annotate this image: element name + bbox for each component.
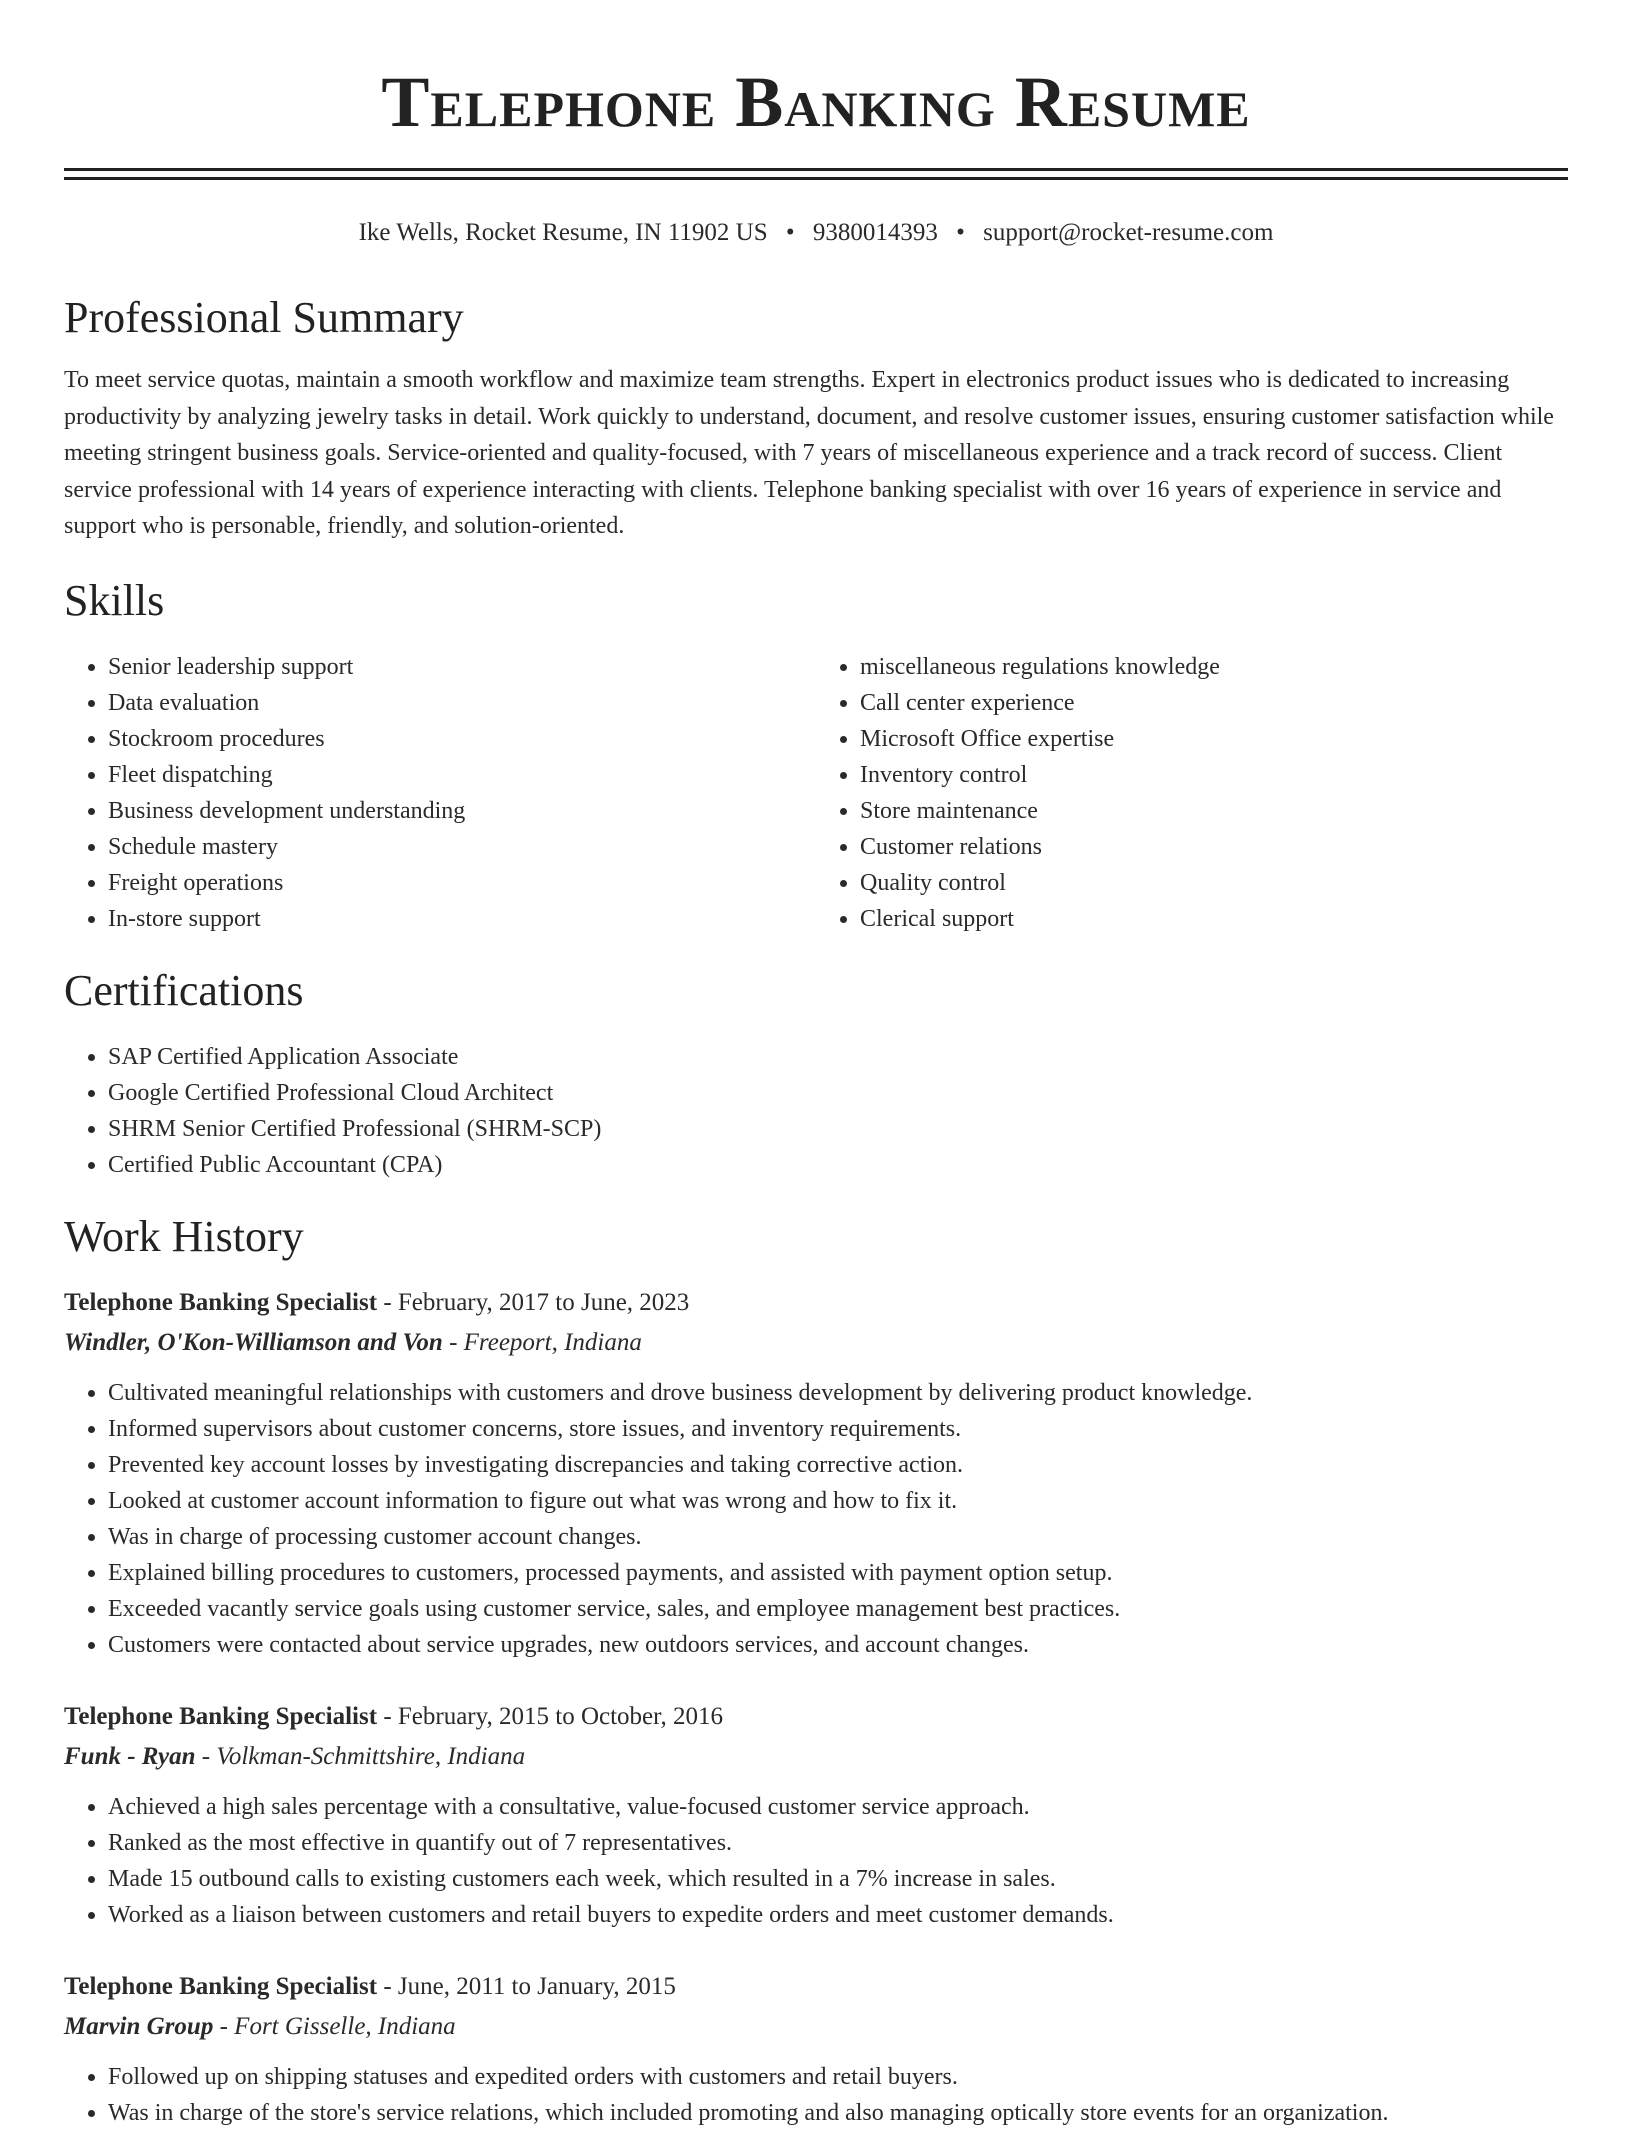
job-location: Freeport, Indiana — [463, 1328, 642, 1356]
certification-item: • Certified Public Accountant (CPA) — [108, 1147, 1568, 1183]
certification-item: • SHRM Senior Certified Professional (SHRM-SCP) — [108, 1111, 1568, 1147]
job-entry — [64, 1283, 1568, 1663]
job-bullet: • Ranked as the most effective in quantify out of 7 representatives. — [108, 1825, 1568, 1861]
skill-item: • Store maintenance — [860, 793, 1568, 829]
skill-item: • Clerical support — [860, 901, 1568, 937]
job-dash: - — [377, 1972, 398, 2000]
job-entry — [64, 1697, 1568, 1933]
skills-heading: Skills — [64, 575, 165, 625]
contact-separator: • — [956, 219, 965, 246]
skill-item: • Business development understanding — [108, 793, 816, 829]
skills-list-left — [64, 649, 816, 937]
job-company: Marvin Group — [64, 2012, 214, 2040]
job-bullet: • Was in charge of the store's service relations, which included promoting and also managing optically store events for an organization. — [108, 2095, 1568, 2131]
job-dash: - — [377, 1288, 398, 1316]
job-entry — [64, 1967, 1568, 2131]
job-dash: - — [377, 1702, 398, 1730]
job-dates: February, 2017 to June, 2023 — [397, 1288, 690, 1316]
job-bullet: • Cultivated meaningful relationships with customers and drove business development by delivering product knowledge. — [108, 1375, 1568, 1411]
job-dates: February, 2015 to October, 2016 — [397, 1702, 723, 1730]
job-dash: - — [213, 2012, 235, 2040]
job-company: Funk - Ryan — [64, 1742, 196, 1770]
skill-item: • miscellaneous regulations knowledge — [860, 649, 1568, 685]
title-divider-bottom — [64, 177, 1568, 180]
contact-email: support@rocket-resume.com — [983, 219, 1274, 246]
job-dash: - — [195, 1742, 217, 1770]
job-employer — [64, 2007, 1568, 2047]
job-bullet: • Achieved a high sales percentage with a consultative, value-focused customer service approach. — [108, 1789, 1568, 1825]
contact-separator: • — [785, 219, 795, 246]
skill-item: • Senior leadership support — [108, 649, 816, 685]
contact-line — [64, 216, 1568, 250]
job-company: Windler, O'Kon-Williamson and Von — [64, 1328, 443, 1356]
certifications-heading: Certifications — [64, 965, 304, 1015]
job-title: Telephone Banking Specialist — [64, 1702, 378, 1730]
job-bullets — [64, 2059, 1568, 2131]
skill-item: • Inventory control — [860, 757, 1568, 793]
skill-item: • Fleet dispatching — [108, 757, 816, 793]
contact-address: Ike Wells, Rocket Resume, IN 11902 US — [358, 219, 768, 246]
job-employer — [64, 1737, 1568, 1777]
job-bullets — [64, 1375, 1568, 1663]
job-bullet: • Was in charge of processing customer account changes. — [108, 1519, 1568, 1555]
title-divider-top — [64, 168, 1568, 171]
job-bullet: • Looked at customer account information to figure out what was wrong and how to fix it. — [108, 1483, 1568, 1519]
skill-item: • Microsoft Office expertise — [860, 721, 1568, 757]
skill-item: • Data evaluation — [108, 685, 816, 721]
job-bullet: • Informed supervisors about customer concerns, store issues, and inventory requirements. — [108, 1411, 1568, 1447]
skill-item: • Call center experience — [860, 685, 1568, 721]
skill-item: • Freight operations — [108, 865, 816, 901]
job-location: Fort Gisselle, Indiana — [234, 2012, 456, 2040]
skills-list-right — [816, 649, 1568, 937]
job-title: Telephone Banking Specialist — [64, 1972, 378, 2000]
job-dash: - — [442, 1328, 464, 1356]
job-bullet: • Worked as a liaison between customers and retail buyers to expedite orders and meet customer demands. — [108, 1897, 1568, 1933]
job-bullet: • Prevented key account losses by investigating discrepancies and taking corrective action. — [108, 1447, 1568, 1483]
skill-item: • In-store support — [108, 901, 816, 937]
job-header — [64, 1283, 1568, 1323]
job-bullet: • Followed up on shipping statuses and expedited orders with customers and retail buyers. — [108, 2059, 1568, 2095]
work-history-heading: Work History — [64, 1211, 304, 1261]
job-bullet: • Made 15 outbound calls to existing customers each week, which resulted in a 7% increase in sales. — [108, 1861, 1568, 1897]
job-bullet: • Customers were contacted about service upgrades, new outdoors services, and account changes. — [108, 1627, 1568, 1663]
job-location: Volkman-Schmittshire, Indiana — [216, 1742, 526, 1770]
skill-item: • Stockroom procedures — [108, 721, 816, 757]
job-employer — [64, 1323, 1568, 1363]
summary-heading: Professional Summary — [64, 293, 464, 342]
job-header — [64, 1967, 1568, 2007]
job-bullets — [64, 1789, 1568, 1933]
skill-item: • Customer relations — [860, 829, 1568, 865]
job-title: Telephone Banking Specialist — [64, 1288, 378, 1316]
job-bullet: • Explained billing procedures to customers, processed payments, and assisted with payment option setup. — [108, 1555, 1568, 1591]
job-dates: June, 2011 to January, 2015 — [397, 1972, 676, 2000]
skill-item: • Quality control — [860, 865, 1568, 901]
resume-title: Telephone Banking Resume — [381, 62, 1251, 142]
job-header — [64, 1697, 1568, 1737]
certification-item: • SAP Certified Application Associate — [108, 1039, 1568, 1075]
job-bullet: • Exceeded vacantly service goals using customer service, sales, and employee management best practices. — [108, 1591, 1568, 1627]
certification-item: • Google Certified Professional Cloud Architect — [108, 1075, 1568, 1111]
skills-columns — [64, 649, 1568, 937]
skill-item: • Schedule mastery — [108, 829, 816, 865]
contact-phone: 9380014393 — [812, 219, 938, 246]
summary-text: To meet service quotas, maintain a smooth workflow and maximize team strengths. Expert in electronics product issues who is dedicated to increasing productivity by analyzing jewelry tasks in detail. Work quickly to understand, document, and resolve customer issues, ensuring customer satisfaction while meeting stringent business goals. Service-oriented and quality-focused, with 7 years of miscellaneous experience and a track record of success. Client service professional with 14 years of experience interacting with clients. Telephone banking specialist with over 16 years of experience in service and support who is personable, friendly, and solution-oriented. — [64, 367, 1554, 539]
certifications-list — [64, 1039, 1568, 1183]
